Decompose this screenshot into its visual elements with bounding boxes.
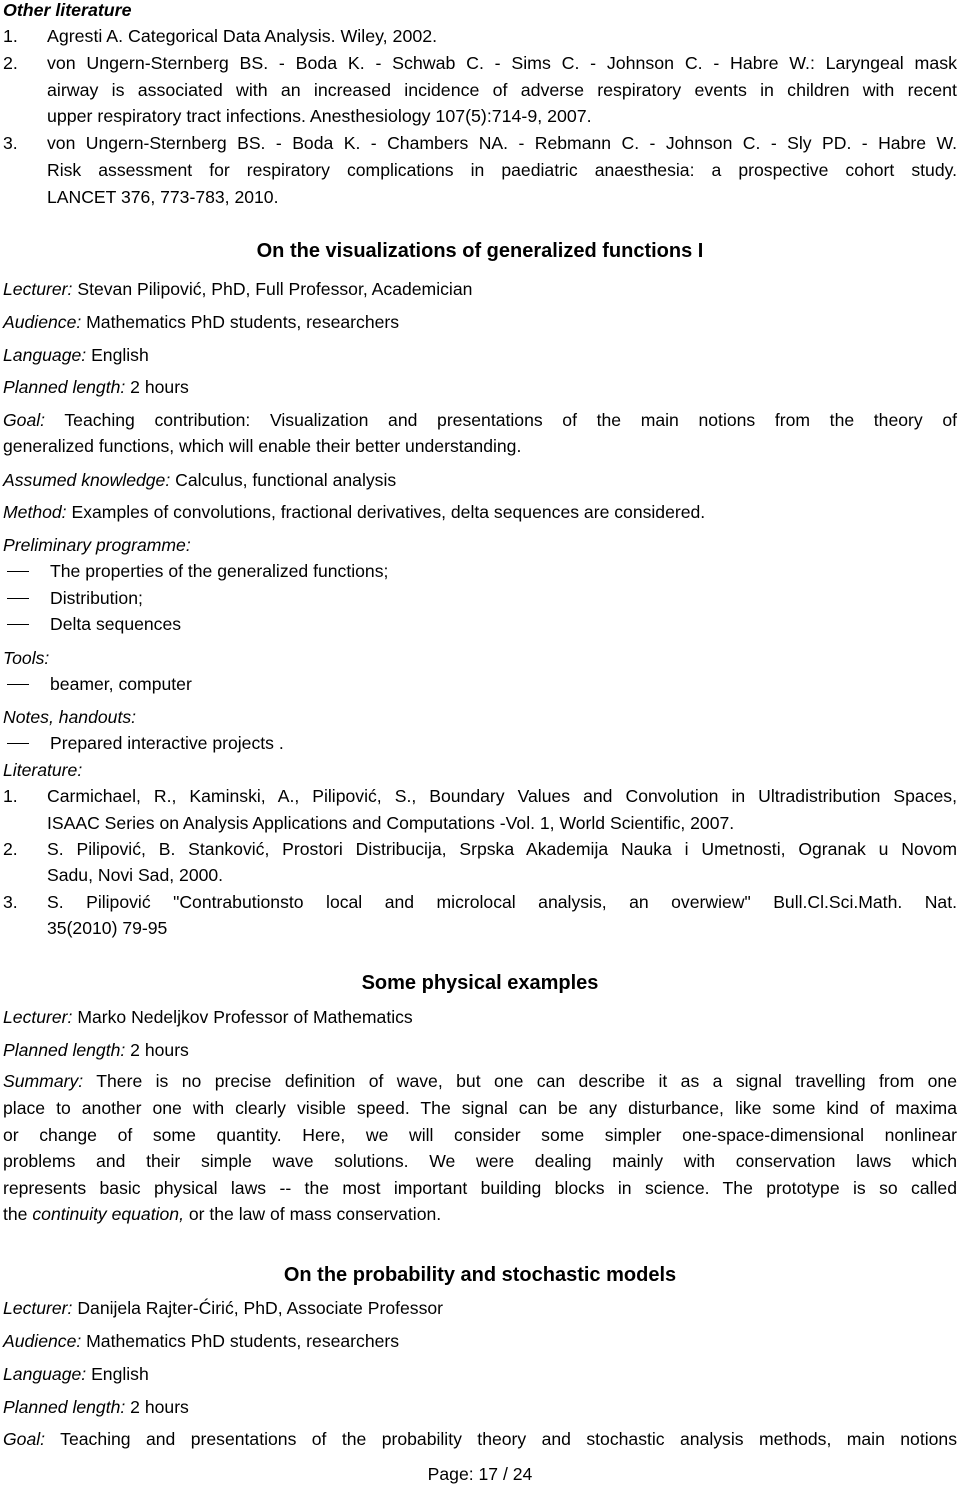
field-value: 2 hours [130, 1397, 189, 1417]
other-literature-heading: Other literature [3, 0, 132, 20]
field-value: There is no precise definition of wave, but one can describe it as a signal travelling from one [96, 1071, 957, 1091]
ref-text-cont: ISAAC Series on Analysis Applications and Computations -Vol. 1, World Scientific, 2007. [47, 813, 735, 833]
lecturer-line [3, 1004, 957, 1030]
list-item-text: beamer, computer [50, 674, 192, 694]
ref-text-cont: upper respiratory tract infections. Anesthesiology 107(5):714-9, 2007. [47, 106, 592, 126]
ref-number: 2. [3, 839, 18, 859]
field-label: Assumed knowledge: [3, 470, 171, 490]
field-value: Stevan Pilipović, PhD, Full Professor, Academician [77, 279, 473, 299]
field-value: Calculus, functional analysis [175, 470, 397, 490]
course-title: Some physical examples [361, 972, 599, 994]
summary-text: the [3, 1204, 33, 1224]
field-label: Lecturer: [3, 1007, 73, 1027]
tools-label: Tools: [3, 648, 50, 668]
ref-number: 3. [3, 892, 18, 912]
field-value: Mathematics PhD students, researchers [86, 312, 400, 332]
ref-text-cont: airway is associated with an increased incidence of adverse respiratory events in children with recent [47, 80, 957, 100]
summary-line-cont: place to another one with clearly visible speed. The signal can be any disturbance, like some kind of maxima [3, 1098, 957, 1118]
language-line [3, 342, 957, 368]
list-item [3, 611, 957, 637]
dash-bullet-icon [7, 571, 29, 572]
lecturer-line [3, 1295, 957, 1321]
ref-text-cont: Risk assessment for respiratory complications in paediatric anaesthesia: a prospective cohort study. [47, 160, 957, 180]
summary-line-cont: problems and their simple wave solutions. We were dealing mainly with conservation laws which [3, 1151, 957, 1171]
language-line [3, 1361, 957, 1387]
summary-line-cont: or change of some quantity. Here, we will consider some simpler one-space-dimensional nonlinear [3, 1125, 957, 1145]
list-item-text: The properties of the generalized functions; [50, 561, 389, 581]
reference-item [3, 23, 957, 49]
field-label: Goal: [3, 410, 46, 430]
field-value: English [91, 1364, 149, 1384]
summary-italic-text: continuity equation, [32, 1204, 184, 1224]
programme-label: Preliminary programme: [3, 535, 191, 555]
length-line [3, 374, 957, 400]
field-label: Goal: [3, 1429, 46, 1449]
course-title: On the visualizations of generalized functions I [256, 240, 704, 262]
audience-line [3, 1328, 957, 1354]
field-label: Planned length: [3, 377, 126, 397]
field-label: Audience: [3, 1331, 82, 1351]
field-value: English [91, 345, 149, 365]
ref-number: 2. [3, 53, 18, 73]
list-item-text: Delta sequences [50, 614, 182, 634]
page-number: Page: 17 / 24 [427, 1464, 533, 1484]
field-label: Summary: [3, 1071, 84, 1091]
list-item [3, 671, 957, 697]
field-value: Teaching contribution: Visualization and presentations of the main notions from the theory of [64, 410, 957, 430]
goal-line [3, 407, 957, 433]
literature-item [3, 889, 957, 915]
ref-number: 1. [3, 786, 18, 806]
ref-text-cont: LANCET 376, 773-783, 2010. [47, 187, 279, 207]
ref-text: von Ungern-Sternberg BS. - Boda K. - Schwab C. - Sims C. - Johnson C. - Habre W.: Laryngeal mask [47, 53, 957, 73]
lecturer-line [3, 276, 957, 302]
summary-line-last [3, 1201, 957, 1227]
summary-line-cont: represents basic physical laws -- the most important building blocks in science. The prototype is so called [3, 1178, 957, 1198]
dash-bullet-icon [7, 743, 29, 744]
ref-text: S. Pilipović, B. Stanković, Prostori Distribucija, Srpska Akademija Nauka i Umetnosti, Ogranak u Novom [47, 839, 957, 859]
list-item-text: Prepared interactive projects . [50, 733, 284, 753]
ref-number: 3. [3, 133, 18, 153]
goal-line [3, 1426, 957, 1452]
dash-bullet-icon [7, 598, 29, 599]
dash-bullet-icon [7, 624, 29, 625]
field-label: Language: [3, 1364, 87, 1384]
field-value: 2 hours [130, 377, 189, 397]
list-item [3, 558, 957, 584]
length-line [3, 1394, 957, 1420]
literature-label: Literature: [3, 760, 83, 780]
summary-text: or the law of mass conservation. [183, 1204, 442, 1224]
dash-bullet-icon [7, 684, 29, 685]
method-line [3, 499, 957, 525]
field-label: Planned length: [3, 1397, 126, 1417]
literature-item [3, 836, 957, 862]
field-label: Lecturer: [3, 1298, 73, 1318]
field-label: Language: [3, 345, 87, 365]
list-item [3, 585, 957, 611]
ref-text-cont: Sadu, Novi Sad, 2000. [47, 865, 224, 885]
length-line [3, 1037, 957, 1063]
ref-text: von Ungern-Sternberg BS. - Boda K. - Chambers NA. - Rebmann C. - Johnson C. - Sly PD. - Habre W. [47, 133, 957, 153]
field-value: Mathematics PhD students, researchers [86, 1331, 400, 1351]
course-title: On the probability and stochastic models [283, 1264, 677, 1286]
knowledge-line [3, 467, 957, 493]
field-value: Danijela Rajter-Ćirić, PhD, Associate Professor [77, 1298, 444, 1318]
summary-line [3, 1068, 957, 1094]
field-value: Examples of convolutions, fractional derivatives, delta sequences are considered. [71, 502, 706, 522]
reference-item [3, 130, 957, 156]
ref-text: Carmichael, R., Kaminski, A., Pilipović, S., Boundary Values and Convolution in Ultradistribution Spaces, [47, 786, 957, 806]
field-label: Lecturer: [3, 279, 73, 299]
list-item [3, 730, 957, 756]
field-label: Method: [3, 502, 67, 522]
goal-line-cont: generalized functions, which will enable their better understanding. [3, 436, 522, 456]
field-value: 2 hours [130, 1040, 189, 1060]
audience-line [3, 309, 957, 335]
reference-item [3, 50, 957, 76]
field-value: Teaching and presentations of the probability theory and stochastic analysis methods, main notions [60, 1429, 958, 1449]
notes-label: Notes, handouts: [3, 707, 137, 727]
field-label: Audience: [3, 312, 82, 332]
ref-text: S. Pilipović "Contrabutionsto local and microlocal analysis, an overwiew" Bull.Cl.Sci.Math. Nat. [47, 892, 957, 912]
field-label: Planned length: [3, 1040, 126, 1060]
ref-number: 1. [3, 26, 18, 46]
ref-text: Agresti A. Categorical Data Analysis. Wiley, 2002. [47, 26, 438, 46]
field-value: Marko Nedeljkov Professor of Mathematics [77, 1007, 413, 1027]
literature-item [3, 783, 957, 809]
ref-text-cont: 35(2010) 79-95 [47, 918, 168, 938]
list-item-text: Distribution; [50, 588, 143, 608]
